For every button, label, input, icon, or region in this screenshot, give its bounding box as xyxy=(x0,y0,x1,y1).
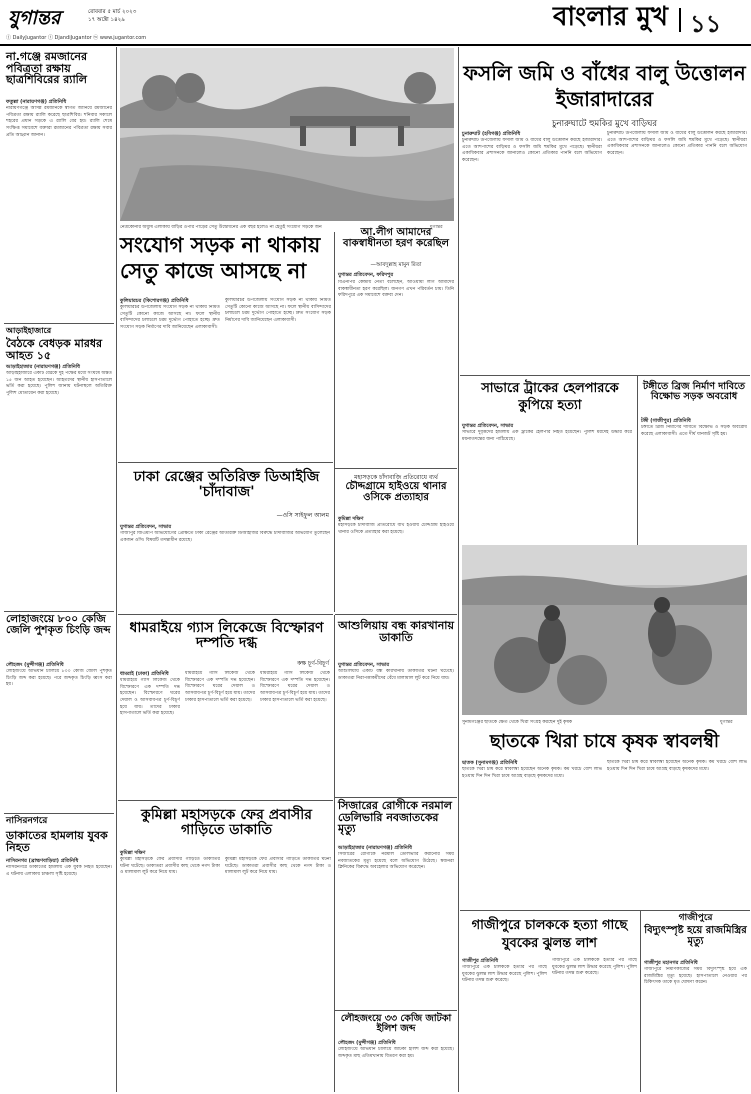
article-body: টঙ্গীতে ব্রিজ নির্মাণের দাবিতে বিক্ষোভ ও সড়ক অবরোধ করেছে এলাকাবাসী। এতে দীর্ঘ যানজট সৃষ্টি হয়। xyxy=(641,425,747,437)
article-body-continued: কুমিল্লা মহাসড়কে ফের প্রবাসীর গাড়িতে ডাকাতির ঘটনা ঘটেছে। ডাকাতরা প্রবাসীর কাছ থেকে নগদ টাকা ও মালামাল লুট করে নিয়ে যায়। xyxy=(225,857,331,876)
article-subheadline: —ওসি সাইফুল আলম xyxy=(276,512,329,519)
cucumber-photo xyxy=(462,545,747,715)
page-number: ১১ xyxy=(690,10,722,38)
photo-caption: সুনামগঞ্জের ছাতকে ক্ষেত থেকে খিরা সংগ্রহ করছেন দুই কৃষক xyxy=(462,720,573,725)
article-divider xyxy=(460,910,750,911)
article-headline: লৌহজংয়ে ৩৩ কেজি জাটকা ইলিশ জব্দ xyxy=(340,1013,452,1034)
article-byline: কুমিল্লা দক্ষিণ xyxy=(338,516,364,522)
article-headline: লোহাজংয়ে ৮০০ কেজি জেলি পুশকৃত চিংড়ি জব্দ xyxy=(6,613,111,637)
masthead-rule xyxy=(0,44,751,46)
column-rule xyxy=(458,47,459,1092)
article-subheadline: চুনারুঘাটে হুমকির মুখে বাড়িঘর xyxy=(551,119,658,129)
column-rule xyxy=(334,232,335,612)
photo-credit: যুগান্তর xyxy=(720,720,733,725)
article-byline: আড়াইহাজার (নারায়ণগঞ্জ) প্রতিনিধি xyxy=(6,364,80,370)
article-divider xyxy=(460,375,750,376)
article-body: ছাতকে খিরা চাষ করে স্বাবলম্বী হয়েছেন অনেক কৃষক। কম খরচে বেশি লাভ হওয়ায় দিন দিন খিরা চাষে আগ্রহ বাড়ছে কৃষকদের মধ্যে। xyxy=(462,767,602,779)
column-rule xyxy=(640,911,641,1092)
article-body-continued: ধামরাইয়ে গ্যাস লিকেজ থেকে বিস্ফোরণে এক দম্পতি দগ্ধ হয়েছেন। বিস্ফোরণে ঘরের দেয়াল ও আসবাবপত্র চূর্ণ-বিচূর্ণ হয়ে যায়। তাদের ঢাকার হাসপাতালে ভর্তি করা হয়েছে। xyxy=(260,671,330,703)
article-body-continued: কুলিয়ারচর উপজেলায় সংযোগ সড়ক না থাকায় নির্মিত সেতুটি কোনো কাজে আসছে না। ফলে স্থানীয় বাসিন্দাদের চলাচলে চরম দুর্ভোগ পোহাতে হচ্ছে। দ্রুত সংযোগ সড়ক নির্মাণের দাবি জানিয়েছেন এলাকাবাসী। xyxy=(225,298,331,323)
article-headline: ধামরাইয়ে গ্যাস লিকেজে বিস্ফোরণ দম্পতি দগ্ধ xyxy=(129,620,324,651)
date-line-primary: রোববার ৫ মার্চ ২০২৩ xyxy=(88,9,137,15)
article-body-continued: গাজীপুরে এক চালককে হত্যার পর গাছে যুবকের ঝুলন্ত লাশ উদ্ধার করেছে পুলিশ। পুলিশ ঘটনার তদন্ত শুরু করেছে। xyxy=(552,958,637,977)
article-body-continued: চুনারুঘাট উপজেলায় ফসলি জমি ও বাঁধের বালু উত্তোলন করছে ইজারাদার। এতে আশপাশের বাড়িঘর ও ফসলি জমি হুমকির মুখে পড়েছে। স্থানীয়রা একাধিকবার প্রশাসনকে জানালেও কোনো প্রতিকার পাননি বলে অভিযোগ করেছেন। xyxy=(607,131,747,156)
column-rule xyxy=(637,376,638,546)
article-headline: সংযোগ সড়ক না থাকায় সেতু কাজে আসছে না xyxy=(120,233,321,284)
page-section-title: বাংলার মুখ xyxy=(553,2,668,32)
article-headline: সাভারে ট্রাকের হেলপারকে কুপিয়ে হত্যা xyxy=(481,381,619,413)
article-body: গাজীপুর জিএমপি অভিযোগের প্রেক্ষিতে ঢাকা রেঞ্জের অতিরিক্ত ডিআইজির বিরুদ্ধে চাঁদাবাজির অভিযোগ তুলেছেন একজন ওসি। বিষয়টি তদন্তাধীন রয়েছে। xyxy=(120,531,330,543)
article-body-continued: ছাতকে খিরা চাষ করে স্বাবলম্বী হয়েছেন অনেক কৃষক। কম খরচে বেশি লাভ হওয়ায় দিন দিন খিরা চাষে আগ্রহ বাড়ছে কৃষকদের মধ্যে। xyxy=(607,760,747,772)
photo-credit: যুগান্তর xyxy=(430,225,443,230)
article-divider xyxy=(118,800,333,801)
article-headline: চৌদ্দগ্রামে হাইওয়ে থানার ওসিকে প্রত্যাহার xyxy=(345,481,447,503)
article-byline: কুলিয়ারচর (কিশোরগঞ্জ) প্রতিনিধি xyxy=(120,298,189,304)
article-byline: ছাতক (সুনামগঞ্জ) প্রতিনিধি xyxy=(462,760,518,766)
article-body: সাভারে দুর্বৃত্তদের হামলায় এক ট্রাকের হেলপার নিহত হয়েছেন। পুলিশ মরদেহ উদ্ধার করে ময়নাতদন্তের জন্য পাঠিয়েছে। xyxy=(462,430,632,442)
article-byline: যুগান্তর প্রতিবেদন, ফরিদপুর xyxy=(338,272,394,278)
article-byline: টঙ্গী (গাজীপুর) প্রতিনিধি xyxy=(641,418,691,424)
article-divider xyxy=(335,468,457,469)
article-body: কুলিয়ারচর উপজেলায় সংযোগ সড়ক না থাকায় নির্মিত সেতুটি কোনো কাজে আসছে না। ফলে স্থানীয় বাসিন্দাদের চলাচলে চরম দুর্ভোগ পোহাতে হচ্ছে। দ্রুত সংযোগ সড়ক নির্মাণের দাবি জানিয়েছেন এলাকাবাসী। xyxy=(120,305,220,330)
social-handles: ⓕ DailyJugantor ⓣ DjandiJugantor ⓦ www.jugantor.com xyxy=(6,35,147,41)
date-line-secondary: ১৭ অক্টো ১৪২৯ xyxy=(88,17,125,23)
article-divider xyxy=(4,611,114,612)
newspaper-logo xyxy=(6,4,74,30)
column-rule xyxy=(334,615,335,1092)
article-byline: যুগান্তর প্রতিবেদন, সাভার xyxy=(338,662,390,668)
article-body: আড়াইহাজারে একটি বৈঠকে দুই পক্ষের মধ্যে সংঘর্ষে অন্তত ১৫ জন আহত হয়েছেন। আহতদের স্থানীয় হাসপাতালে ভর্তি করা হয়েছে। পুলিশ জানায় ঘটনাস্থলে অতিরিক্ত পুলিশ মোতায়েন করা হয়েছে। xyxy=(6,371,112,396)
article-body: লৌহজংয়ে অভিযান চালিয়ে জাটকা ইলিশ জব্দ করা হয়েছে। জব্দকৃত মাছ এতিমখানায় বিতরণ করা হয়। xyxy=(338,1047,454,1059)
article-body: গাজীপুরে নির্মাণকাজের সময় বিদ্যুৎস্পৃষ্ট হয়ে এক রাজমিস্ত্রির মৃত্যু হয়েছে। হাসপাতালে নেওয়ার পর চিকিৎসক তাকে মৃত ঘোষণা করেন। xyxy=(644,967,747,986)
article-headline: আশুলিয়ায় বন্ধ কারখানায় ডাকাতি xyxy=(338,619,454,644)
article-headline: ঢাকা রেঞ্জের অতিরিক্ত ডিআইজি 'চাঁদাবাজ' xyxy=(133,469,320,500)
article-body: কুমিল্লা মহাসড়কে ফের প্রবাসীর গাড়িতে ডাকাতির ঘটনা ঘটেছে। ডাকাতরা প্রবাসীর কাছ থেকে নগদ টাকা ও মালামাল লুট করে নিয়ে যায়। xyxy=(120,857,220,876)
article-kicker: নাসিরনগরে xyxy=(6,816,48,826)
article-body: লৌহজংয়ে অভিযান চালিয়ে ৮০০ কেজি জেলি পুশকৃত চিংড়ি জব্দ করা হয়েছে। পরে জব্দকৃত চিংড়ি ধ্বংস করা হয়। xyxy=(6,669,112,688)
article-byline: আড়াইহাজার (নারায়ণগঞ্জ) প্রতিনিধি xyxy=(338,845,412,851)
article-body: মহাসড়কে চাঁদাবাজি প্রতিরোধে ব্যর্থ হওয়ায় চৌদ্দগ্রাম হাইওয়ে থানার ওসিকে প্রত্যাহার করা হয়েছে। xyxy=(338,523,454,535)
article-divider xyxy=(335,614,457,615)
article-divider xyxy=(335,797,457,798)
article-byline: লৌহজং (মুন্সীগঞ্জ) প্রতিনিধি xyxy=(6,662,64,668)
article-subheadline: কক্ষ চূর্ণ-বিচূর্ণ xyxy=(297,660,329,667)
article-body: আশুলিয়ায় একটি বন্ধ কারখানায় ডাকাতির ঘটনা ঘটেছে। ডাকাতরা নিরাপত্তাকর্মীদের বেঁধে মালামাল লুট করে নিয়ে যায়। xyxy=(338,669,454,681)
article-kicker: আড়াইহাজারে xyxy=(6,326,52,335)
article-headline: ফসলি জমি ও বাঁধের বালু উত্তোলন ইজারাদারের xyxy=(463,61,746,111)
article-body: গাজীপুরে এক চালককে হত্যার পর গাছে যুবকের ঝুলন্ত লাশ উদ্ধার করেছে পুলিশ। পুলিশ ঘটনার তদন্ত শুরু করেছে। xyxy=(462,965,547,984)
svg-text:যুগান্তর: যুগান্তর xyxy=(8,7,61,29)
article-headline: ছাতকে খিরা চাষে কৃষক স্বাবলম্বী xyxy=(489,731,720,752)
article-body: সিজারের রোগীকে নরমাল ডেলিভারি করানোর সময় নবজাতকের মৃত্যু হয়েছে বলে অভিযোগ উঠেছে। স্বজনরা ক্লিনিকের বিরুদ্ধে অবহেলার অভিযোগ করেছেন। xyxy=(338,852,454,871)
article-divider xyxy=(4,813,114,814)
bridge-photo xyxy=(120,48,454,221)
article-byline: ফতুল্লা (নারায়ণগঞ্জ) প্রতিনিধি xyxy=(6,99,67,105)
article-byline: লৌহজং (মুন্সীগঞ্জ) প্রতিনিধি xyxy=(338,1040,396,1046)
article-headline: বিদ্যুৎস্পৃষ্ট হয়ে রাজমিস্ত্রির মৃত্যু xyxy=(644,925,747,947)
article-body: বিএনপির কেন্দ্রীয় নেতা বলেছেন, আওয়ামী লীগ আমাদের বাকস্বাধীনতা হরণ করেছিল। জনগণ এখন পরিবর্তন চায়। তিনি ফরিদপুরে এক সমাবেশে বক্তব্য দেন। xyxy=(338,280,454,299)
article-body: চুনারুঘাট উপজেলায় ফসলি জমি ও বাঁধের বালু উত্তোলন করছে ইজারাদার। এতে আশপাশের বাড়িঘর ও ফসলি জমি হুমকির মুখে পড়েছে। স্থানীয়রা একাধিকবার প্রশাসনকে জানালেও কোনো প্রতিকার পাননি বলে অভিযোগ করেছেন। xyxy=(462,138,602,163)
article-byline: ধামরাই (ঢাকা) প্রতিনিধি xyxy=(120,671,169,677)
article-body: ধামরাইয়ে গ্যাস লিকেজ থেকে বিস্ফোরণে এক দম্পতি দগ্ধ হয়েছেন। বিস্ফোরণে ঘরের দেয়াল ও আসবাবপত্র চূর্ণ-বিচূর্ণ হয়ে যায়। তাদের ঢাকার হাসপাতালে ভর্তি করা হয়েছে। xyxy=(120,678,180,717)
article-headline: বৈঠকে বেধড়ক মারধর আহত ১৫ xyxy=(6,337,103,362)
article-body-continued: ধামরাইয়ে গ্যাস লিকেজ থেকে বিস্ফোরণে এক দম্পতি দগ্ধ হয়েছেন। বিস্ফোরণে ঘরের দেয়াল ও আসবাবপত্র চূর্ণ-বিচূর্ণ হয়ে যায়। তাদের ঢাকার হাসপাতালে ভর্তি করা হয়েছে। xyxy=(185,671,255,703)
article-headline: গাজীপুরে চালককে হত্যা গাছে যুবকের ঝুলন্ত লাশ xyxy=(471,918,628,951)
article-kicker: মহাসড়কে চাঁদাবাজি প্রতিরোধে ব্যর্থ xyxy=(354,474,438,481)
column-rule xyxy=(116,47,117,1092)
article-kicker: গাজীপুরে xyxy=(678,913,713,923)
article-body: নারায়ণগঞ্জে আসন্ন রমজানকে স্বাগত জানিয়ে রমজানের পবিত্রতা রক্ষায় র‍্যালি করেছে ছাত্রশিবির। শনিবার সকালে শহরের প্রধান সড়কে এ র‍্যালি বের হয়। র‍্যালি শেষে সংক্ষিপ্ত সমাবেশে বক্তারা রমজানের পবিত্রতা রক্ষায় সবার প্রতি আহ্বান জানান। xyxy=(6,106,112,138)
article-headline: সিজারের রোগীকে নরমাল ডেলিভারি নবজাতকের মৃত্যু xyxy=(338,799,452,836)
article-byline: চুনারুঘাট (হবিগঞ্জ) প্রতিনিধি xyxy=(462,131,521,137)
article-divider xyxy=(4,323,114,324)
article-headline: আ.লীগ আমাদের বাকস্বাধীনতা হরণ করেছিল xyxy=(343,227,449,249)
photo-caption: নেত্রকোনার অধ্যুষ এলাকায় বাড়ির ওপার পাড়ের সেতু উদ্বোধনের এক বছর হলেও না হেতুই সংযোগ সড়কে জন xyxy=(120,225,322,230)
header-separator xyxy=(679,8,681,32)
article-headline: ডাকাতের হামলায় যুবক নিহত xyxy=(6,829,108,854)
article-headline: কুমিল্লা মহাসড়কে ফের প্রবাসীর গাড়িতে ডাকাতি xyxy=(141,807,312,838)
article-byline: গাজীপুর মহানগর প্রতিনিধি xyxy=(644,960,698,966)
article-byline: গাজীপুর প্রতিনিধি xyxy=(462,958,499,964)
article-subheadline: —আবদুল্লাহ মামুন রিতা xyxy=(370,262,422,268)
article-divider xyxy=(335,1010,457,1011)
article-byline: যুগান্তর প্রতিবেদন, সাভার xyxy=(462,423,514,429)
article-headline: না.গঞ্জে রমজানের পবিত্রতা রক্ষায় ছাত্রশিবিরের র‍্যালি xyxy=(6,50,88,87)
article-divider xyxy=(118,462,333,463)
article-body: নাসিরনগরে ডাকাতের হামলায় এক যুবক নিহত হয়েছেন। এ ঘটনায় এলাকায় চাঞ্চল্য সৃষ্টি হয়েছে। xyxy=(6,865,112,877)
article-byline: কুমিল্লা দক্ষিণ xyxy=(120,850,146,856)
article-byline: নাসিরনগর (ব্রাহ্মণবাড়িয়া) প্রতিনিধি xyxy=(6,858,79,864)
article-divider xyxy=(118,614,333,615)
article-byline: যুগান্তর প্রতিবেদন, সাভার xyxy=(120,524,172,530)
article-headline: টঙ্গীতে ব্রিজ নির্মাণ দাবিতে বিক্ষোভ সড়ক অবরোধ xyxy=(643,381,745,402)
